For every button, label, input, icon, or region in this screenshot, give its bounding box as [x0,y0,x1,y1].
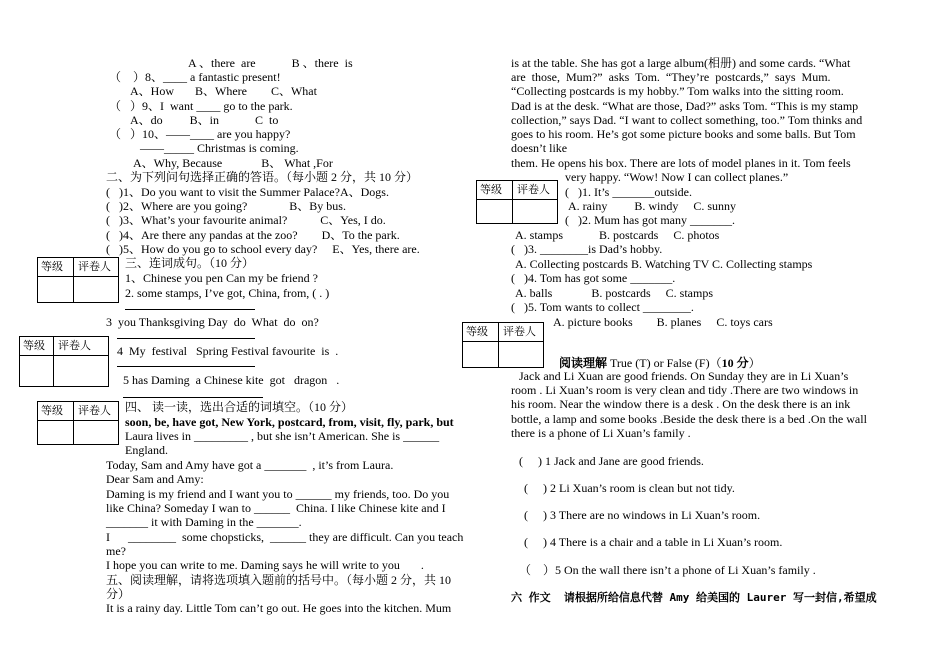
section-2-heading: 二、为下列问句选择正确的答语。（每小题 2 分，共 10 分） [106,170,419,184]
grade-box-section-4 [37,401,119,445]
q7-options: A 、there are B 、there is [188,56,353,70]
reading-q1: ( )1. It’s _______outside. [565,185,692,199]
passage-5-line-5: collection,” says Dad. “I want to collect something, too.” Tom thinks and [511,113,863,127]
passage-5-line-6: goes to his room. He’s got some picture books and some balls. But Tom [511,127,856,141]
passage-4-line-8: I ________ some chopsticks, ______ they are difficult. Can you teach [106,530,464,544]
passage-4-line-2: England. [125,443,168,457]
true-false-title: 阅读理解 [559,356,608,370]
section-3-heading: 三、连词成句。（10 分） [125,256,255,270]
passage-tf-line-4: bottle, a lamp and some books .Beside the desk there is a bed .On the wall [511,412,867,426]
grader-label: 评卷人 [517,184,550,196]
word-bank: soon, be, have got, New York, postcard, from, visit, fly, park, but [125,415,454,429]
reading-q2-options: A. stamps B. postcards C. photos [515,228,720,242]
answer-line [123,397,263,398]
passage-5-line-2: are those, Mum?” asks Tom. “They’re postcards,” says Mum. [511,70,831,84]
reorder-item-3: 3 you Thanksgiving Day do What do on? [106,315,319,329]
passage-tf-line-1: Jack and Li Xuan are good friends. On Sunday they are in Li Xuan’s [519,369,849,383]
reorder-item-1: 1、Chinese you pen Can my be friend ? [125,271,318,285]
passage-5-line-8: them. He opens his box. There are lots of model planes in it. Tom feels [511,156,851,170]
match-item-1: ( )1、Do you want to visit the Summer Palace?A、Dogs. [106,185,389,199]
q10-question: （ ）10、——____ are you happy? [109,127,291,141]
passage-4-line-5: Daming is my friend and I want you to ______ my friends, too. Do you [106,487,450,501]
answer-line [117,366,255,367]
grader-label: 评卷人 [58,340,91,352]
reorder-item-4: 4 My festival Spring Festival favourite is . [117,344,339,358]
passage-tf-line-5: there is a phone of Li Xuan’s family . [511,426,691,440]
passage-4-line-9: me? [106,544,126,558]
tf-item-3: ( ) 3 There are no windows in Li Xuan’s room. [524,508,761,522]
grade-box-section-3 [37,257,119,303]
q10-answer-line: ——_____ Christmas is coming. [140,141,299,155]
section-5-heading: 五、阅读理解，请将选项填入题前的括号中。（每小题 2 分，共 10 [106,573,452,587]
reorder-item-2: 2. some stamps, I’ve got, China, from, ( . ) [125,286,330,300]
reading-q2: ( )2. Mum has got many _______. [565,213,735,227]
grade-box-section-3b [19,336,109,387]
passage-4-line-3: Today, Sam and Amy have got a _______ , it’s from Laura. [106,458,394,472]
q10-options: A、Why, Because B、 What ,For [133,156,333,170]
grade-label: 等级 [41,405,63,417]
passage-4-line-10: I hope you can write to me. Daming says he will write to you . [106,558,424,572]
grade-label: 等级 [466,326,488,338]
q8-question: （ ）8、____ a fantastic present! [109,70,281,84]
match-item-2: ( )2、Where are you going? B、By bus. [106,199,346,213]
q8-options: A、How B、Where C、What [130,84,317,98]
grader-label: 评卷人 [78,261,111,273]
passage-tf-line-2: room . Li Xuan’s room is very clean and tidy .There are two windows in [511,383,859,397]
grader-label: 评卷人 [78,405,111,417]
tf-item-1: ( ) 1 Jack and Jane are good friends. [519,454,704,468]
reorder-item-5: 5 has Daming a Chinese kite got dragon . [123,373,340,387]
reading-q4-options: A. balls B. postcards C. stamps [515,286,713,300]
tf-item-2: ( ) 2 Li Xuan’s room is clean but not tidy. [524,481,735,495]
passage-5-line-7: doesn’t like [511,141,568,155]
tf-item-4: ( ) 4 There is a chair and a table in Li Xuan’s room. [524,535,783,549]
passage-4-line-7: _______ it with Daming in the _______. [106,515,302,529]
q9-options: A、do B、in C to [130,113,279,127]
passage-4-line-1: Laura lives in _________ , but she isn’t American. She is ______ [125,429,440,443]
true-false-heading [553,342,761,370]
grader-label: 评卷人 [503,326,536,338]
true-false-close: ） [748,356,761,370]
passage-5-line-3: “Collecting postcards is my hobby.” Tom walks into the sitting room. [511,84,844,98]
passage-5-line-9: very happy. “Wow! Now I can collect planes.” [565,170,789,184]
grade-label: 等级 [41,261,63,273]
passage-5-start: It is a rainy day. Little Tom can’t go out. He goes into the kitchen. Mum [106,601,452,615]
q9-question: （ ）9、I want ____ go to the park. [109,99,293,113]
match-item-4: ( )4、Are there any pandas at the zoo? D、To the park. [106,228,400,242]
passage-5-line-1: is at the table. She has got a large album(相册) and some cards. “What [511,56,851,70]
section-4-heading: 四、 读一读，选出合适的词填空。（10 分） [125,400,354,414]
answer-line [125,309,255,310]
tf-item-5: （ ）5 On the wall there isn’t a phone of Li Xuan’s family . [519,563,816,577]
reading-q3: ( )3. ________is Dad’s hobby. [511,242,663,256]
reading-q1-options: A. rainy B. windy C. sunny [568,199,736,213]
reading-q5: ( )5. Tom wants to collect ________. [511,300,694,314]
answer-line [117,338,255,339]
reading-q4: ( )4. Tom has got some _______. [511,271,676,285]
passage-5-line-4: Dad is at the desk. “What are those, Dad?” asks Tom. “This is my stamp [511,99,859,113]
passage-4-line-6: like China? Someday I wan to ______ China. I like Chinese kite and I [106,501,446,515]
passage-tf-line-3: his room. Near the window there is a desk . On the desk there is an ink [511,397,851,411]
grade-label: 等级 [23,340,45,352]
passage-4-line-4: Dear Sam and Amy: [106,472,204,486]
section-5-heading-cont: 分） [106,587,131,601]
reading-q3-options: A. Collecting postcards B. Watching TV C. Collecting stamps [515,257,813,271]
match-item-3: ( )3、What’s your favourite animal? C、Yes, I do. [106,213,386,227]
true-false-instruction: True (T) or False (F)（ [607,356,722,370]
grade-box-section-5 [476,180,558,224]
match-item-5: ( )5、How do you go to school every day? E、Yes, there are. [106,242,420,256]
section-6-heading: 六 作文 请根据所给信息代替 Amy 给美国的 Laurer 写一封信,希望成 [511,591,877,604]
grade-label: 等级 [480,184,502,196]
true-false-score: 10 分 [721,356,749,370]
reading-q5-options: A. picture books B. planes C. toys cars [553,315,773,329]
grade-box-section-tf [462,322,544,368]
